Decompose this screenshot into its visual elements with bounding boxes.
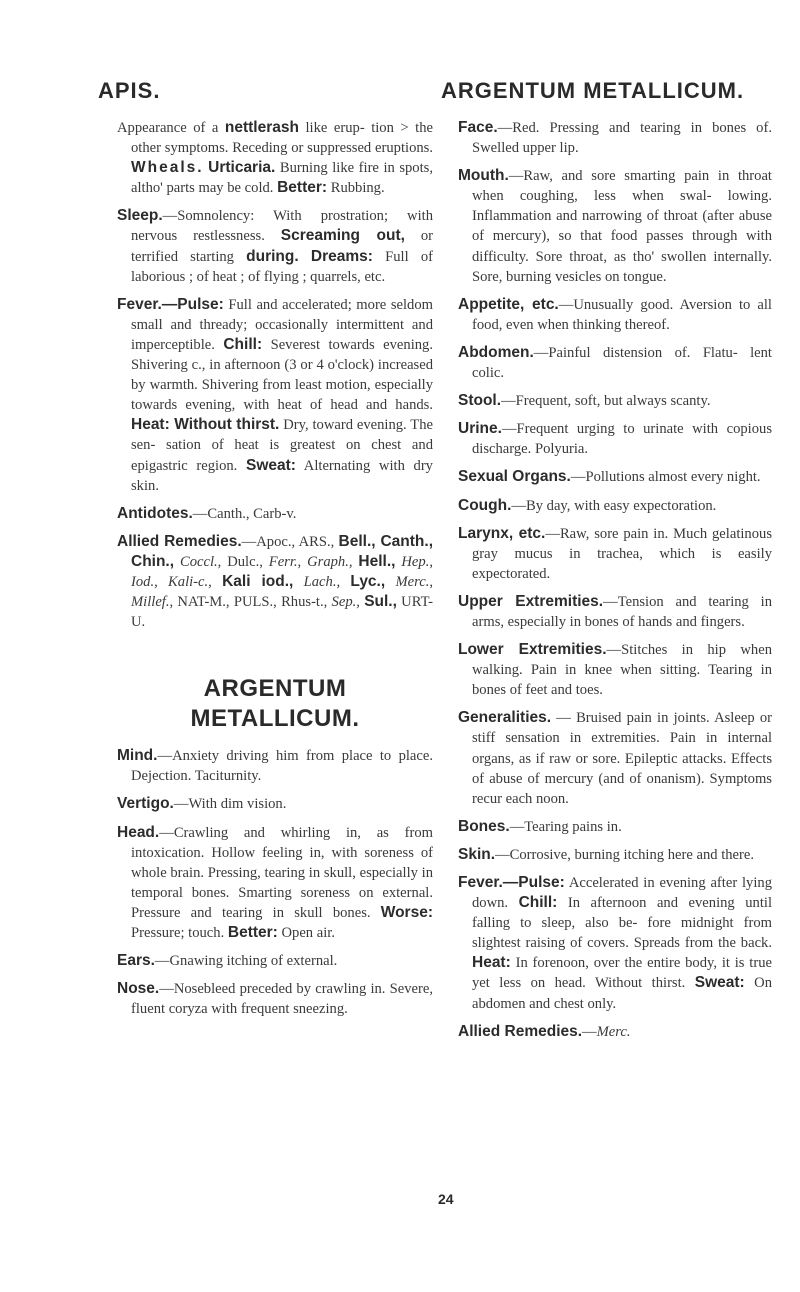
entry-text: Accelerated in evening after lying down. bbox=[472, 875, 772, 912]
entry-heading: Cough. bbox=[458, 496, 512, 514]
section-title-line: METALLICUM. bbox=[190, 705, 360, 733]
italic-remedy: Lach., bbox=[303, 573, 341, 590]
entry-text: —Red. Pressing and tearing in bones of. Swelled upper lip. bbox=[472, 120, 772, 157]
entry-text bbox=[299, 249, 311, 265]
entry-text: Burning like fire in spots, altho' parts may be cold. bbox=[131, 160, 433, 197]
keyword: Hell., bbox=[358, 552, 396, 570]
entry-text: On abdomen and chest only. bbox=[472, 975, 772, 1012]
entry-text: —Tension and tearing in arms, especially in bones of hands and fingers. bbox=[472, 593, 772, 630]
entry-head bbox=[117, 823, 433, 944]
entry-abdomen bbox=[458, 343, 772, 383]
entry-heading: Sleep. bbox=[117, 207, 163, 225]
entry-heading: Fever.—Pulse: bbox=[117, 295, 224, 313]
entry-text: —Gnawing itching of external. bbox=[154, 953, 338, 970]
entry-heading: Head. bbox=[117, 823, 160, 841]
keyword: Dreams: bbox=[310, 247, 373, 265]
keyword: Chill: bbox=[223, 335, 263, 353]
entry-bones bbox=[458, 817, 772, 837]
entry-text: Alternating with dry skin. bbox=[131, 457, 433, 494]
entry-heading: Upper Extremities. bbox=[458, 592, 604, 610]
entry-text: Appearance of a bbox=[117, 120, 225, 136]
entry-generalities bbox=[458, 708, 772, 808]
entry-appetite bbox=[458, 295, 772, 335]
entry-text: — bbox=[582, 1023, 597, 1040]
entry-text bbox=[293, 574, 303, 590]
keyword: Heat: bbox=[472, 954, 511, 972]
entry-larynx bbox=[458, 524, 772, 584]
keyword: Sweat: bbox=[245, 456, 296, 474]
entry-heading: Skin. bbox=[458, 845, 496, 863]
entry-text: —Raw, sore pain in. Much gelatinous gray mucus in trachea, which is easily expectorated. bbox=[472, 525, 773, 582]
entry-text: —Raw, and sore smarting pain in throat when coughing, less when swal- lowing. Inflammation and narrowing of throat (after abuse of mercury), so that food passes through with difficulty. Sore throat, as tho' swollen internally. Sore, burning vesicles on tongue. bbox=[472, 168, 772, 285]
entry-heading: Appetite, etc. bbox=[458, 295, 559, 313]
entry-text: —Nosebleed preceded by crawling in. Severe, fluent coryza with frequent sneezing. bbox=[131, 981, 433, 1018]
entry-text: —Pollutions almost every night. bbox=[570, 469, 761, 486]
entry-text: In afternoon and evening until falling to sleep, also be- fore midnight from slightest raising of covers. Spreads from the back. bbox=[472, 895, 772, 952]
entry-sexual-organs bbox=[458, 467, 772, 487]
running-header-right: ARGENTUM METALLICUM. bbox=[441, 78, 745, 103]
entry-fever bbox=[117, 295, 433, 496]
entry-heading: Stool. bbox=[458, 392, 502, 410]
italic-remedy: Coccl., bbox=[179, 553, 222, 570]
keyword: Sweat: bbox=[694, 974, 745, 992]
left-column bbox=[117, 118, 433, 1027]
keyword: Chill: bbox=[518, 894, 558, 912]
entry-antidotes bbox=[117, 504, 433, 524]
entry-text: —Crawling and whirling in, as from intoxication. Hollow feeling in, with soreness of whole brain. Pressing, tearing in skull, especially in temporal bones. Smarting soreness on external. Pressure and tearing in skull bones. bbox=[131, 824, 433, 921]
entry-text: Full of laborious ; of heat ; of flying ; quarrels, etc. bbox=[131, 248, 433, 285]
entry-stool bbox=[458, 391, 772, 411]
keyword: Wheals. bbox=[131, 159, 204, 177]
entry-appearance bbox=[117, 118, 433, 198]
entry-heading: Larynx, etc. bbox=[458, 524, 546, 542]
keyword: Bell., Canth., Chin., bbox=[131, 532, 433, 570]
keyword: Better: bbox=[227, 924, 278, 941]
entry-text: like erup- tion > the other symptoms. Receding or suppressed eruptions. bbox=[131, 120, 433, 157]
entry-ears bbox=[117, 951, 433, 971]
entry-heading: Mouth. bbox=[458, 167, 509, 185]
section-title bbox=[117, 674, 433, 734]
entry-face bbox=[458, 118, 772, 158]
entry-text: URT-U. bbox=[131, 594, 434, 631]
entry-text: NAT-M., PULS., Rhus-t., bbox=[173, 594, 332, 611]
entry-heading: Fever.—Pulse: bbox=[458, 874, 565, 891]
entry-text: —Painful distension of. Flatu- lent colic. bbox=[472, 344, 772, 382]
entry-heading: Nose. bbox=[117, 980, 160, 998]
entry-text: Rubbing. bbox=[327, 180, 385, 197]
entry-text: Open air. bbox=[277, 925, 335, 941]
entry-text: —Somnolency: With prostration; with nervous restlessness. bbox=[131, 208, 433, 245]
entry-text: —Tearing pains in. bbox=[509, 818, 622, 835]
entry-text: —Unusually good. Aversion to all food, even when thinking thereof. bbox=[472, 296, 772, 333]
keyword: Heat: Without thirst. bbox=[131, 416, 280, 434]
entry-heading: Generalities. bbox=[458, 709, 552, 727]
entry-heading: Mind. bbox=[117, 747, 158, 765]
entry-text: Pressure; touch. bbox=[131, 925, 228, 941]
italic-remedy: Hep., Iod., Kali-c., bbox=[131, 553, 433, 590]
entry-heading: Allied Remedies. bbox=[117, 532, 242, 550]
entry-text: Dry, toward evening. The sen- sation of heat is greatest on chest and epigastric region. bbox=[131, 417, 433, 474]
entry-text bbox=[385, 574, 395, 590]
italic-remedy: Sep., bbox=[331, 594, 360, 611]
keyword: Screaming out, bbox=[280, 227, 405, 245]
italic-remedy: Merc. bbox=[596, 1023, 631, 1040]
page-number: 24 bbox=[438, 1191, 454, 1207]
entry-heading: Urine. bbox=[458, 420, 502, 438]
entry-text: — Bruised pain in joints. Asleep or stiff sensation in extremities. Pain in internal organs, as if raw or sore. Epileptic attacks. Effects of abuse of mercury (and of onanism). Symptoms recur each noon. bbox=[472, 710, 772, 807]
entry-allied-remedies bbox=[117, 532, 433, 632]
entry-heading: Abdomen. bbox=[458, 343, 534, 361]
entry-allied-remedies bbox=[458, 1022, 772, 1042]
italic-remedy: Merc., Millef., bbox=[131, 573, 434, 611]
entry-skin bbox=[458, 845, 772, 865]
keyword: nettlerash bbox=[224, 119, 299, 136]
entry-sleep bbox=[117, 206, 433, 286]
entry-text: —By day, with easy expectoration. bbox=[511, 497, 717, 514]
entry-heading: Bones. bbox=[458, 817, 510, 835]
entry-text: —Frequent urging to urinate with copious discharge. Polyuria. bbox=[472, 421, 772, 458]
keyword: during. bbox=[246, 247, 299, 265]
entry-text: —Frequent, soft, but always scanty. bbox=[501, 393, 711, 410]
entry-urine bbox=[458, 419, 772, 459]
entry-heading: Lower Extremities. bbox=[458, 641, 607, 659]
right-column bbox=[458, 118, 772, 1050]
entry-heading: Allied Remedies. bbox=[458, 1022, 583, 1040]
keyword: Better: bbox=[277, 179, 328, 197]
entry-text: Full and accelerated; more seldom small and thready; occasionally intermittent and imperceptible. bbox=[131, 296, 433, 353]
keyword: Kali iod., bbox=[222, 572, 294, 590]
section-title-line: ARGENTUM bbox=[203, 675, 347, 703]
entry-heading: Sexual Organs. bbox=[458, 468, 571, 486]
entry-text: —Canth., Carb-v. bbox=[192, 505, 297, 522]
entry-text: Severest towards evening. Shivering c., in afternoon (3 or 4 o'clock) increased by warmth. Shivering from least motion, especially towards evening, with heat of head and hands. bbox=[131, 336, 434, 414]
keyword: Worse: bbox=[380, 903, 433, 921]
entry-nose bbox=[117, 979, 433, 1019]
keyword: Sul., bbox=[364, 593, 397, 611]
entry-mouth bbox=[458, 166, 772, 287]
entry-heading: Face. bbox=[458, 119, 498, 136]
entry-heading: Antidotes. bbox=[117, 504, 193, 522]
entry-fever bbox=[458, 873, 772, 1014]
entry-heading: Vertigo. bbox=[117, 795, 174, 813]
keyword: Lyc., bbox=[350, 572, 386, 590]
entry-lower-extremities bbox=[458, 640, 772, 700]
entry-heading: Ears. bbox=[117, 952, 155, 970]
entry-vertigo bbox=[117, 794, 433, 814]
entry-upper-extremities bbox=[458, 592, 772, 632]
italic-remedy: Ferr., Graph., bbox=[268, 553, 353, 570]
entry-text bbox=[212, 574, 222, 590]
entry-text bbox=[340, 574, 350, 590]
entry-text: —Anxiety driving him from place to place. Dejection. Taciturnity. bbox=[131, 748, 433, 785]
entry-text: Dulc., bbox=[221, 553, 269, 570]
keyword: Urticaria. bbox=[208, 159, 276, 177]
entry-cough bbox=[458, 496, 772, 516]
entry-text: —With dim vision. bbox=[173, 796, 287, 813]
entry-text: —Apoc., ARS., bbox=[241, 533, 339, 550]
entry-text: —Corrosive, burning itching here and there. bbox=[495, 846, 755, 863]
running-header-left: APIS. bbox=[98, 78, 161, 103]
entry-mind bbox=[117, 746, 433, 786]
entry-text: —Stitches in hip when walking. Pain in knee when sitting. Tearing in bones of feet and toes. bbox=[472, 642, 772, 699]
entry-text: In forenoon, over the entire body, it is true yet less on head. Without thirst. bbox=[472, 955, 772, 992]
entry-text: or terrified starting bbox=[131, 228, 434, 265]
